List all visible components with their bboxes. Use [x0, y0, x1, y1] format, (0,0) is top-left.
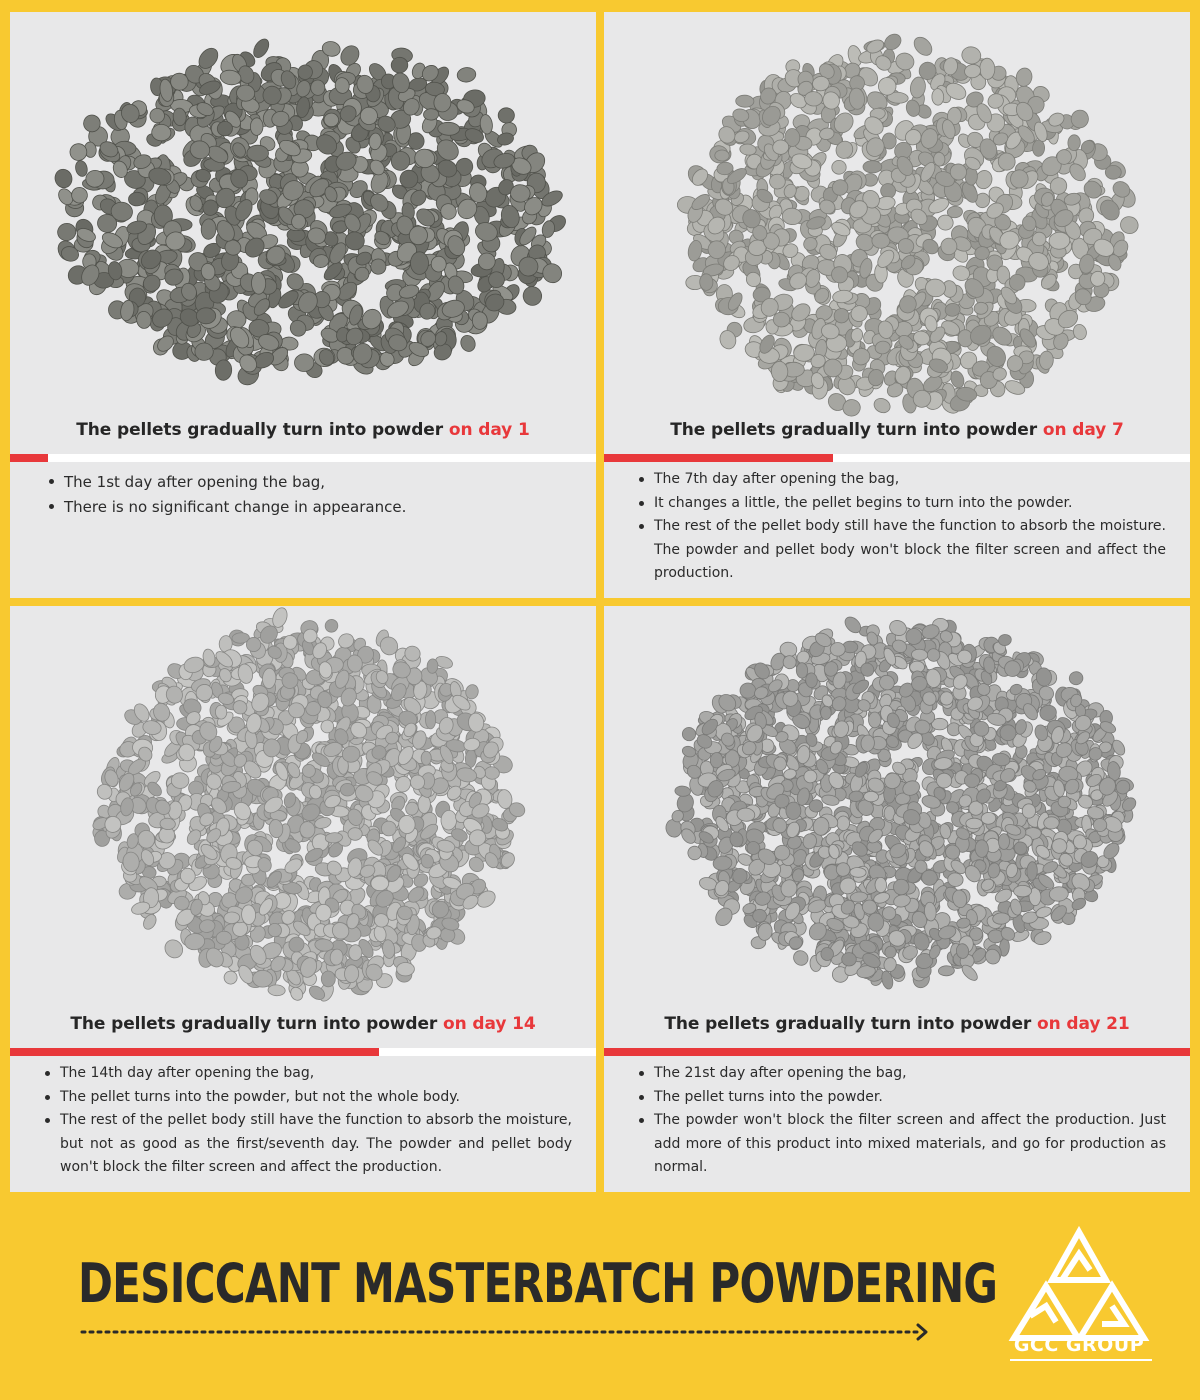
caption-day-highlight: on day 21 — [1037, 1014, 1130, 1034]
pellet — [56, 221, 78, 242]
panel-day-7 — [604, 12, 1190, 598]
bullet-item: The 14th day after opening the bag, — [42, 1062, 572, 1086]
panel-caption — [604, 420, 1190, 440]
caption-text: The pellets gradually turn into powder — [76, 420, 444, 440]
pellet — [732, 868, 747, 884]
pellet — [310, 80, 325, 96]
pellet — [423, 108, 439, 120]
pellet — [458, 333, 477, 354]
pellet — [875, 877, 887, 893]
bullet-list — [42, 1062, 572, 1180]
bullet-list — [636, 1062, 1166, 1180]
progress-fill — [604, 454, 833, 462]
pellet — [850, 867, 867, 877]
caption-day-highlight: on day 14 — [443, 1014, 536, 1034]
pellet — [323, 617, 340, 635]
progress-fill — [604, 1048, 1190, 1056]
bullet-item: The pellet turns into the powder, but not the whole body. — [42, 1086, 572, 1110]
bullet-item: The 1st day after opening the bag, — [46, 470, 576, 495]
page-title: DESICCANT MASTERBATCH POWDERING — [78, 1252, 998, 1315]
pellet — [441, 810, 457, 830]
logo-underline — [1010, 1359, 1152, 1361]
pellet — [735, 95, 754, 108]
pellet — [291, 214, 306, 230]
pellet — [1022, 804, 1036, 819]
caption-text: The pellets gradually turn into powder — [664, 1014, 1032, 1034]
panel-caption — [10, 1014, 596, 1034]
pellet — [1068, 670, 1084, 686]
pellet — [715, 150, 730, 161]
pellet-pile — [90, 606, 527, 1003]
pellet — [438, 122, 460, 136]
pellet — [411, 252, 429, 275]
pellet — [472, 312, 488, 330]
pellet — [911, 34, 936, 59]
dotted-arrow-icon — [80, 1322, 932, 1342]
panel-day-21 — [604, 606, 1190, 1192]
pellet — [710, 752, 723, 768]
pellet-pile — [53, 36, 569, 388]
pellet — [882, 31, 904, 53]
pellet — [964, 773, 980, 787]
pellet — [371, 876, 389, 891]
pellet — [1105, 165, 1121, 179]
pellet — [821, 706, 832, 719]
bullet-item: The rest of the pellet body still have the function to absorb the moisture, but not as good as the first/seventh day. The powder and pellet body won't block the filter screen and affect the production. — [42, 1109, 572, 1180]
pellet — [396, 962, 414, 976]
logo-text: GCC GROUP — [1013, 1334, 1145, 1356]
pellet-pile-image-day-1 — [10, 12, 596, 417]
pellet — [938, 966, 954, 977]
pellet — [433, 93, 451, 112]
pellet — [796, 663, 808, 679]
pellet — [299, 821, 315, 838]
caption-text: The pellets gradually turn into powder — [70, 1014, 438, 1034]
bullet-item: The powder won't block the filter screen and affect the production. Just add more of this product into mixed materials, and go for production as normal. — [636, 1109, 1166, 1180]
panel-caption — [10, 420, 596, 440]
bullet-item: The 21st day after opening the bag, — [636, 1062, 1166, 1086]
pellet — [294, 354, 314, 372]
pellet — [316, 904, 332, 921]
caption-text: The pellets gradually turn into powder — [670, 420, 1038, 440]
pellet — [340, 783, 354, 796]
pellet-pile-image-day-21 — [604, 606, 1190, 1011]
pellet — [247, 145, 269, 161]
pellet — [752, 909, 766, 922]
pellet — [1032, 232, 1046, 246]
pellet — [869, 712, 881, 728]
progress-bar — [604, 454, 1190, 462]
panel-caption — [604, 1014, 1190, 1034]
pellet — [699, 273, 713, 290]
pellet — [791, 948, 811, 969]
pellet — [196, 308, 216, 324]
bullet-item: The pellet turns into the powder. — [636, 1086, 1166, 1110]
pellet — [864, 791, 879, 802]
pellet — [456, 67, 476, 84]
progress-bar — [10, 454, 596, 462]
pellet — [520, 284, 544, 308]
pellet — [1058, 796, 1071, 808]
bullet-item: There is no significant change in appearance. — [46, 495, 576, 520]
pellet — [349, 944, 363, 960]
pellet — [1067, 134, 1080, 150]
pellet — [1072, 323, 1089, 341]
pellet — [837, 816, 850, 831]
pellet — [53, 167, 74, 189]
pellet — [832, 160, 847, 174]
pellet — [498, 107, 515, 123]
pellet — [979, 58, 995, 80]
pellet-pile — [677, 31, 1141, 417]
pellet — [1027, 862, 1038, 881]
pellet — [1004, 660, 1020, 676]
pellet-pile-image-day-14 — [10, 606, 596, 1011]
pellet — [936, 773, 952, 789]
pellet — [1039, 351, 1054, 370]
pellet — [348, 828, 362, 841]
bullet-list — [636, 468, 1166, 586]
progress-bar — [10, 1048, 596, 1056]
pellet — [872, 396, 893, 416]
panel-day-1 — [10, 12, 596, 598]
pellet — [1013, 885, 1031, 897]
pellet — [1043, 817, 1059, 830]
pellet-pile — [664, 614, 1138, 990]
pellet-pile-image-day-7 — [604, 12, 1190, 417]
pellet — [268, 984, 286, 996]
bullet-item: The rest of the pellet body still have the function to absorb the moisture. The powder and pellet body won't block the filter screen and affect the production. — [636, 515, 1166, 586]
pellet — [224, 912, 240, 924]
pellet — [426, 711, 436, 729]
pellet — [251, 272, 266, 294]
pellet — [421, 751, 431, 765]
pellet — [932, 88, 944, 105]
pellet — [195, 343, 214, 361]
pellet — [941, 238, 957, 255]
pellet — [215, 705, 227, 719]
pellet — [250, 118, 263, 136]
pellet — [674, 785, 690, 797]
pellet — [321, 971, 335, 987]
progress-bar — [604, 1048, 1190, 1056]
progress-fill — [10, 454, 48, 462]
panel-day-14 — [10, 606, 596, 1192]
progress-fill — [10, 1048, 379, 1056]
pellet — [418, 795, 431, 813]
bullet-item: The 7th day after opening the bag, — [636, 468, 1166, 492]
bullet-list — [46, 470, 576, 520]
pellet — [252, 970, 272, 987]
bullet-item: It changes a little, the pellet begins to turn into the powder. — [636, 492, 1166, 516]
pellet — [966, 818, 983, 829]
pellet — [863, 161, 882, 173]
caption-day-highlight: on day 1 — [448, 420, 530, 440]
caption-day-highlight: on day 7 — [1042, 420, 1124, 440]
pellet — [975, 840, 989, 858]
pellet — [999, 834, 1010, 850]
